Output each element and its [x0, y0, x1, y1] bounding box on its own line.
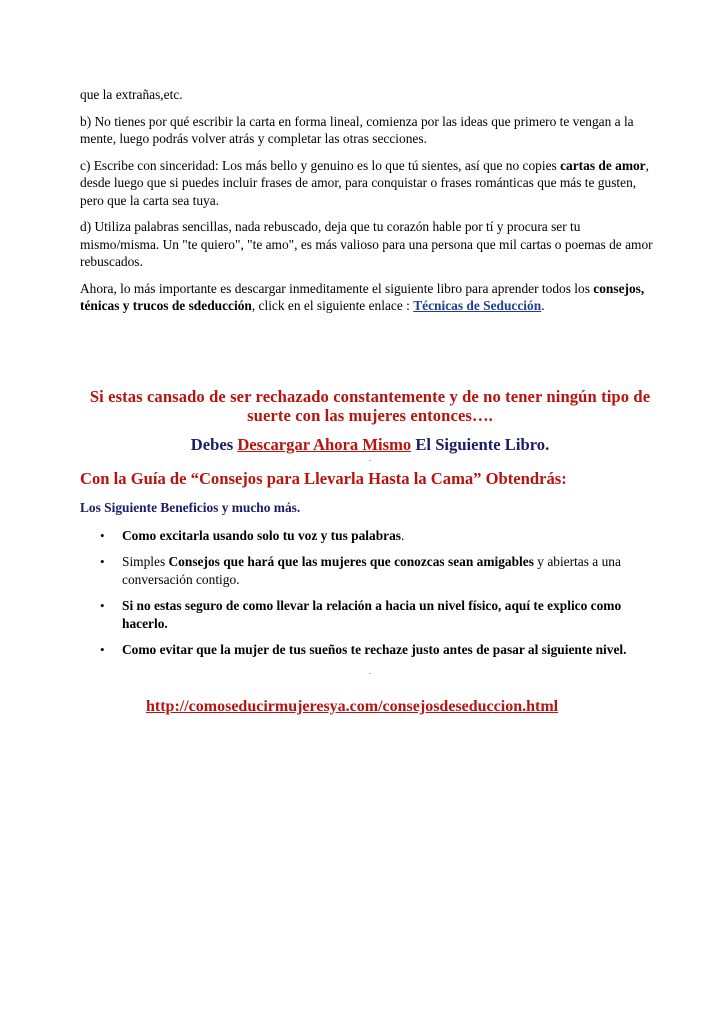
list-item	[80, 527, 660, 545]
list-item	[80, 641, 660, 659]
bullet-icon: •	[100, 642, 105, 657]
benefits-title: Los Siguiente Beneficios y mucho más.	[80, 499, 301, 515]
tecnicas-seduccion-link[interactable]: Técnicas de Seducción	[413, 298, 542, 313]
paragraph-c	[80, 157, 660, 210]
promo-sub-text-end: El Siguiente Libro.	[411, 434, 550, 454]
paragraph-c-text: c) Escribe con sinceridad: Los más bello y genuino es lo que tú sientes, así que no copies	[80, 157, 561, 173]
list-item-bold: Consejos que hará que las mujeres que conozcas sean amigables	[168, 554, 534, 569]
list-item-text: y abiertas a una conversación contigo.	[122, 554, 621, 587]
list-item	[80, 553, 660, 588]
paragraph-c-text-end: , desde luego que si puedes incluir frases de amor, para conquistar o frases románticas que más te gusten, pero que la carta sea tuya.	[80, 157, 649, 208]
separator-dot: .	[369, 666, 371, 676]
url-line	[80, 698, 660, 716]
promo-headline: Si estas cansado de ser rechazado constantemente y de no tener ningún tipo de suerte con las mujeres entonces….	[89, 386, 651, 425]
paragraph-ahora-bold: consejos, ténicas y trucos de sdeducción	[80, 280, 645, 313]
benefits-list	[80, 527, 660, 659]
paragraph-intro: que la extrañas,etc.	[80, 87, 183, 102]
spacer	[80, 324, 660, 387]
document-page	[80, 86, 660, 716]
bullet-icon: •	[100, 554, 105, 569]
paragraph-ahora	[80, 280, 660, 315]
bullet-icon: •	[100, 527, 105, 543]
promo-subheadline	[80, 435, 660, 455]
list-item-text: Simples	[122, 554, 169, 569]
separator-dot: .	[369, 453, 371, 463]
list-item-bold: Como excitarla usando solo tu voz y tus palabras	[122, 527, 401, 543]
list-item-text: .	[401, 527, 405, 543]
list-item-bold: Si no estas seguro de como llevar la relación a hacia un nivel físico, aquí te explico como hacerlo.	[122, 598, 622, 631]
paragraph-ahora-text: Ahora, lo más importante es descargar inmeditamente el siguiente libro para aprender todos los	[80, 280, 594, 296]
paragraph-d: d) Utiliza palabras sencillas, nada rebuscado, deja que tu corazón hable por tí y procura ser tu mismo/misma. Un "te quiero", "te amo", es más valioso para una persona que mil cartas o poemas de amor rebuscados.	[80, 219, 653, 269]
paragraph-c-bold: cartas de amor	[560, 157, 646, 173]
bullet-icon: •	[100, 598, 105, 613]
guide-title: Con la Guía de “Consejos para Llevarla Hasta la Cama” Obtendrás:	[80, 468, 567, 488]
descargar-link[interactable]: Descargar Ahora Mismo	[237, 434, 412, 454]
paragraph-ahora-text-mid: , click en el siguiente enlace :	[251, 298, 414, 313]
paragraph-b: b) No tienes por qué escribir la carta en forma lineal, comienza por las ideas que primero te vengan a la mente, luego podrás volver atrás y completar las otras secciones.	[80, 113, 634, 146]
list-item	[80, 597, 660, 632]
consejos-url-link[interactable]: http://comoseducirmujeresya.com/consejosdeseduccion.html	[146, 697, 559, 715]
paragraph-ahora-end: .	[541, 298, 545, 313]
list-item-bold: Como evitar que la mujer de tus sueños te rechaze justo antes de pasar al siguiente nivel.	[122, 642, 627, 657]
promo-sub-text: Debes	[190, 434, 238, 454]
